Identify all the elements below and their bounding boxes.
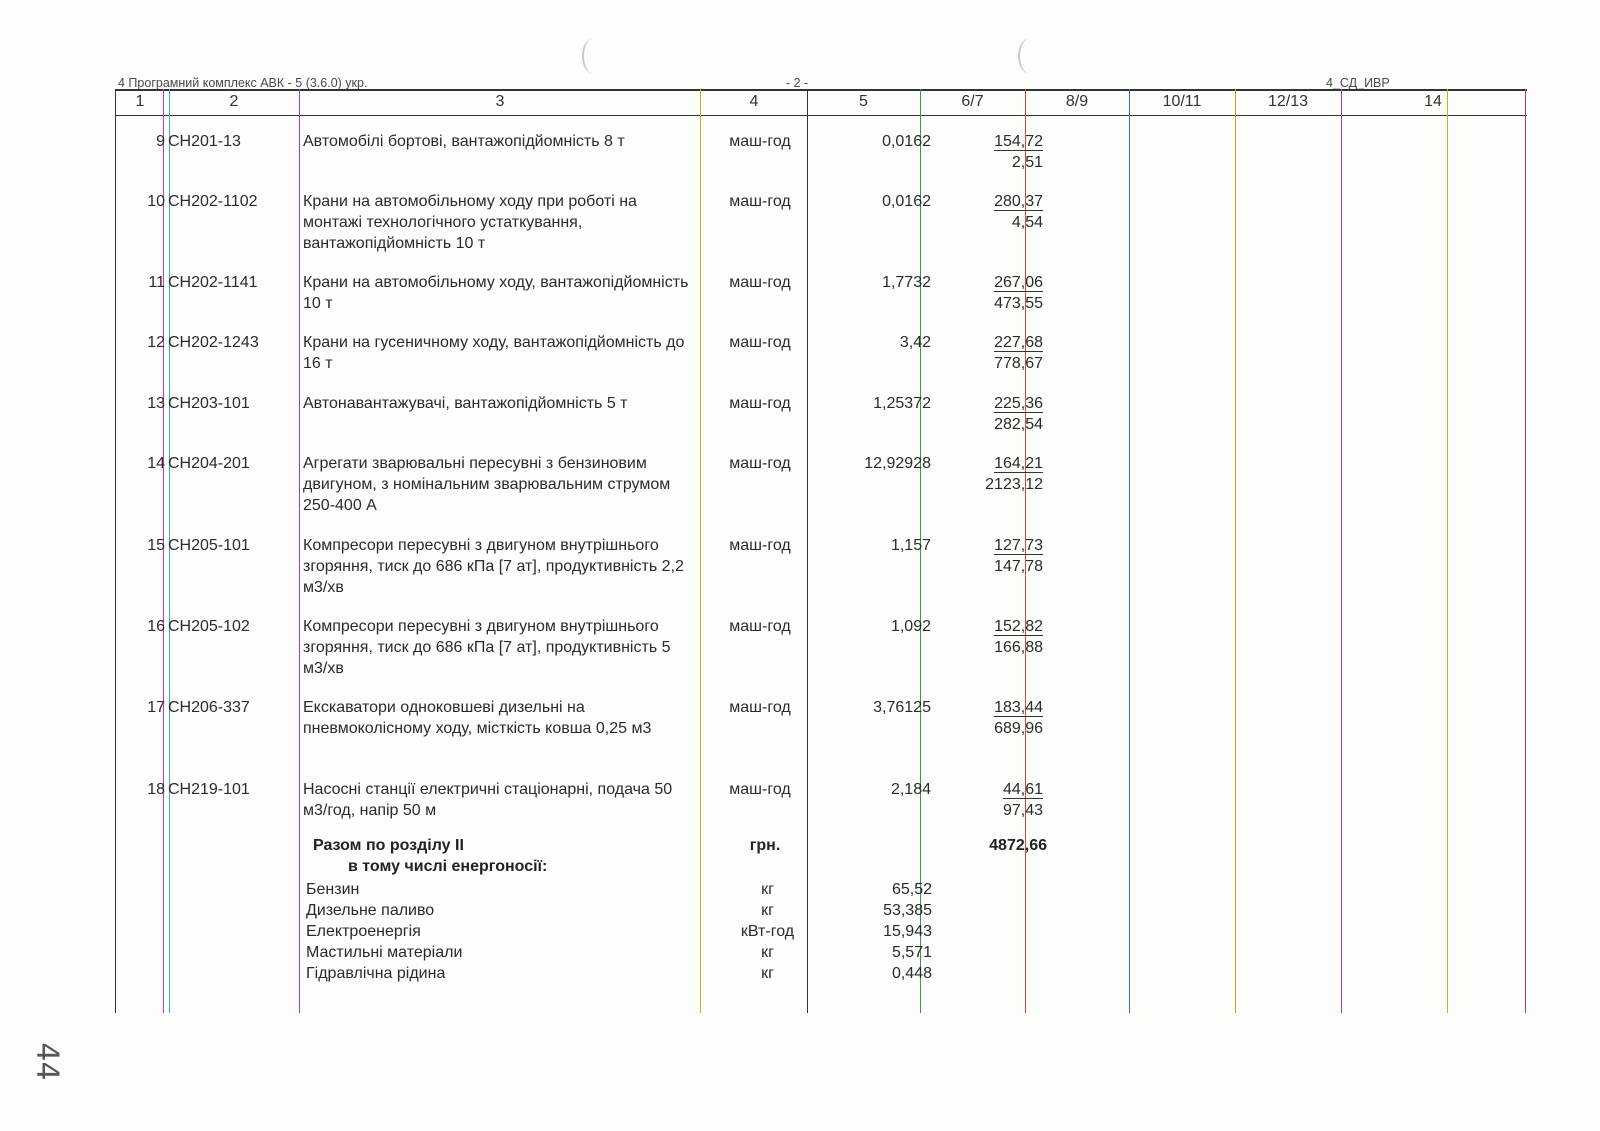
energy-quantity: 65,52	[891, 881, 932, 898]
total-cost: 2123,12	[985, 476, 1043, 493]
energy-name: Мастильні матеріали	[306, 944, 463, 961]
summary-title: Разом по розділу II	[313, 837, 464, 854]
resource-code: СН205-101	[168, 537, 250, 554]
resource-code: СН206-337	[168, 699, 250, 716]
resource-code: СН219-101	[168, 781, 250, 798]
resource-name: Агрегати зварювальні пересувні з бензиновим двигуном, з номінальним зварювальним струмом 250-400 А	[303, 455, 671, 514]
row-number: 17	[147, 699, 165, 716]
unit-of-measure: маш-год	[729, 618, 791, 635]
summary-subtitle: в тому числі енергоносії:	[348, 858, 548, 875]
page-number: - 2 -	[786, 76, 809, 90]
unit-of-measure: маш-год	[729, 395, 791, 412]
resource-name: Крани на автомобільному ходу, вантажопідйомність 10 т	[303, 274, 689, 312]
summary-total: 4872,66	[989, 837, 1047, 854]
unit-price: 152,82	[994, 618, 1043, 635]
total-cost: 778,67	[994, 355, 1043, 372]
column-header: 2	[229, 93, 239, 110]
price-cell	[935, 393, 1043, 435]
document-code: 4_СД_ИВР	[1326, 76, 1390, 90]
price-cell	[935, 453, 1043, 495]
quantity: 0,0162	[882, 133, 931, 150]
energy-name: Гідравлічна рідина	[306, 965, 446, 982]
header-bottom-border	[115, 115, 1527, 116]
resource-code: СН202-1141	[168, 274, 258, 291]
resource-code: СН204-201	[168, 455, 250, 472]
price-cell	[935, 616, 1043, 658]
row-number: 9	[156, 133, 165, 150]
resource-name: Крани на автомобільному ходу при роботі на монтажі технологічного устаткування, вантажопідйомність 10 т	[303, 193, 637, 252]
price-cell	[935, 191, 1043, 233]
column-header: 5	[859, 93, 868, 110]
punch-hole-left	[582, 38, 606, 74]
resource-code: СН205-102	[168, 618, 250, 635]
price-cell	[935, 535, 1043, 577]
quantity: 1,157	[890, 537, 931, 554]
total-cost: 166,88	[994, 639, 1043, 656]
total-cost: 4,54	[1011, 214, 1043, 231]
total-cost: 97,43	[1002, 802, 1043, 819]
energy-unit: кВт-год	[740, 923, 795, 940]
column-header: 12/13	[1267, 93, 1309, 110]
quantity: 1,092	[890, 618, 931, 635]
total-cost: 282,54	[994, 416, 1043, 433]
unit-price: 44,61	[1002, 781, 1043, 798]
unit-of-measure: маш-год	[729, 537, 791, 554]
row-number: 16	[147, 618, 165, 635]
unit-of-measure: маш-год	[729, 133, 791, 150]
energy-quantity: 15,943	[883, 923, 932, 940]
resource-name: Автонавантажувачі, вантажопідйомність 5 т	[303, 395, 628, 412]
quantity: 1,7732	[882, 274, 931, 291]
price-cell	[935, 697, 1043, 739]
energy-name: Дизельне паливо	[306, 902, 435, 919]
unit-price: 225,36	[994, 395, 1043, 412]
unit-price: 267,06	[994, 274, 1043, 291]
row-number: 12	[147, 334, 165, 351]
punch-hole-right	[1018, 38, 1042, 74]
row-number: 15	[147, 537, 165, 554]
resource-name: Компресори пересувні з двигуном внутрішнього згоряння, тиск до 686 кПа [7 ат], продуктивність 5 м3/хв	[303, 618, 671, 677]
quantity: 2,184	[890, 781, 931, 798]
unit-of-measure: маш-год	[729, 781, 791, 798]
total-cost: 689,96	[994, 720, 1043, 737]
unit-of-measure: маш-год	[729, 193, 791, 210]
quantity: 3,42	[899, 334, 931, 351]
row-number: 10	[147, 193, 165, 210]
energy-unit: кг	[761, 944, 774, 961]
resource-code: СН202-1102	[168, 193, 258, 210]
column-divider	[1341, 89, 1342, 1013]
price-cell	[935, 131, 1043, 173]
unit-price: 127,73	[994, 537, 1043, 554]
column-header: 6/7	[961, 93, 984, 110]
column-header: 14	[1424, 93, 1442, 110]
resource-name: Екскаватори одноковшеві дизельні на пневмоколісному ходу, місткість ковша 0,25 м3	[303, 699, 652, 737]
unit-of-measure: маш-год	[729, 274, 791, 291]
column-header: 8/9	[1065, 93, 1089, 110]
unit-of-measure: маш-год	[729, 699, 791, 716]
column-header: 1	[135, 93, 145, 110]
resource-name: Компресори пересувні з двигуном внутрішнього згоряння, тиск до 686 кПа [7 ат], продуктивність 2,2 м3/хв	[303, 537, 684, 596]
quantity: 3,76125	[873, 699, 931, 716]
column-header: 10/11	[1162, 93, 1202, 110]
energy-name: Електроенергія	[306, 923, 421, 940]
software-title: 4 Програмний комплекс АВК - 5 (3.6.0) укр.	[118, 76, 368, 90]
quantity: 1,25372	[873, 395, 931, 412]
unit-of-measure: маш-год	[729, 334, 791, 351]
column-header: 4	[749, 93, 759, 110]
quantity: 0,0162	[882, 193, 931, 210]
energy-unit: кг	[761, 902, 774, 919]
unit-price: 183,44	[994, 699, 1043, 716]
resource-name: Крани на гусеничному ходу, вантажопідйомність до 16 т	[303, 334, 685, 372]
unit-price: 164,21	[994, 455, 1043, 472]
column-header: 3	[495, 93, 505, 110]
handwritten-page-number: 44	[29, 1042, 65, 1081]
energy-quantity: 0,448	[891, 965, 932, 982]
row-number: 14	[147, 455, 165, 472]
row-number: 11	[148, 274, 165, 291]
resource-code: СН203-101	[168, 395, 250, 412]
unit-price: 227,68	[994, 334, 1043, 351]
resource-name: Автомобілі бортові, вантажопідйомність 8 т	[303, 133, 625, 150]
energy-unit: кг	[761, 881, 774, 898]
energy-quantity: 5,571	[891, 944, 932, 961]
estimate-table	[115, 89, 1527, 1013]
column-divider	[1129, 89, 1130, 1013]
summary-unit: грн.	[749, 837, 781, 854]
unit-of-measure: маш-год	[729, 455, 791, 472]
row-number: 18	[147, 781, 165, 798]
total-cost: 147,78	[994, 558, 1043, 575]
column-divider	[299, 89, 300, 1013]
column-divider	[1235, 89, 1236, 1013]
unit-price: 280,37	[994, 193, 1043, 210]
column-divider	[700, 89, 701, 1013]
energy-unit: кг	[761, 965, 774, 982]
unit-price: 154,72	[994, 133, 1043, 150]
column-divider	[1447, 89, 1448, 1013]
resource-code: СН201-13	[168, 133, 241, 150]
row-number: 13	[147, 395, 165, 412]
energy-quantity: 53,385	[883, 902, 932, 919]
column-divider	[1525, 89, 1526, 1013]
energy-name: Бензин	[306, 881, 360, 898]
resource-name: Насосні станції електричні стаціонарні, подача 50 м3/год, напір 50 м	[303, 781, 673, 819]
price-cell	[935, 272, 1043, 314]
resource-code: СН202-1243	[168, 334, 259, 351]
total-cost: 2,51	[1011, 154, 1043, 171]
quantity: 12,92928	[864, 455, 931, 472]
price-cell	[935, 779, 1043, 821]
table-top-border	[115, 89, 1527, 91]
price-cell	[935, 332, 1043, 374]
total-cost: 473,55	[994, 295, 1043, 312]
